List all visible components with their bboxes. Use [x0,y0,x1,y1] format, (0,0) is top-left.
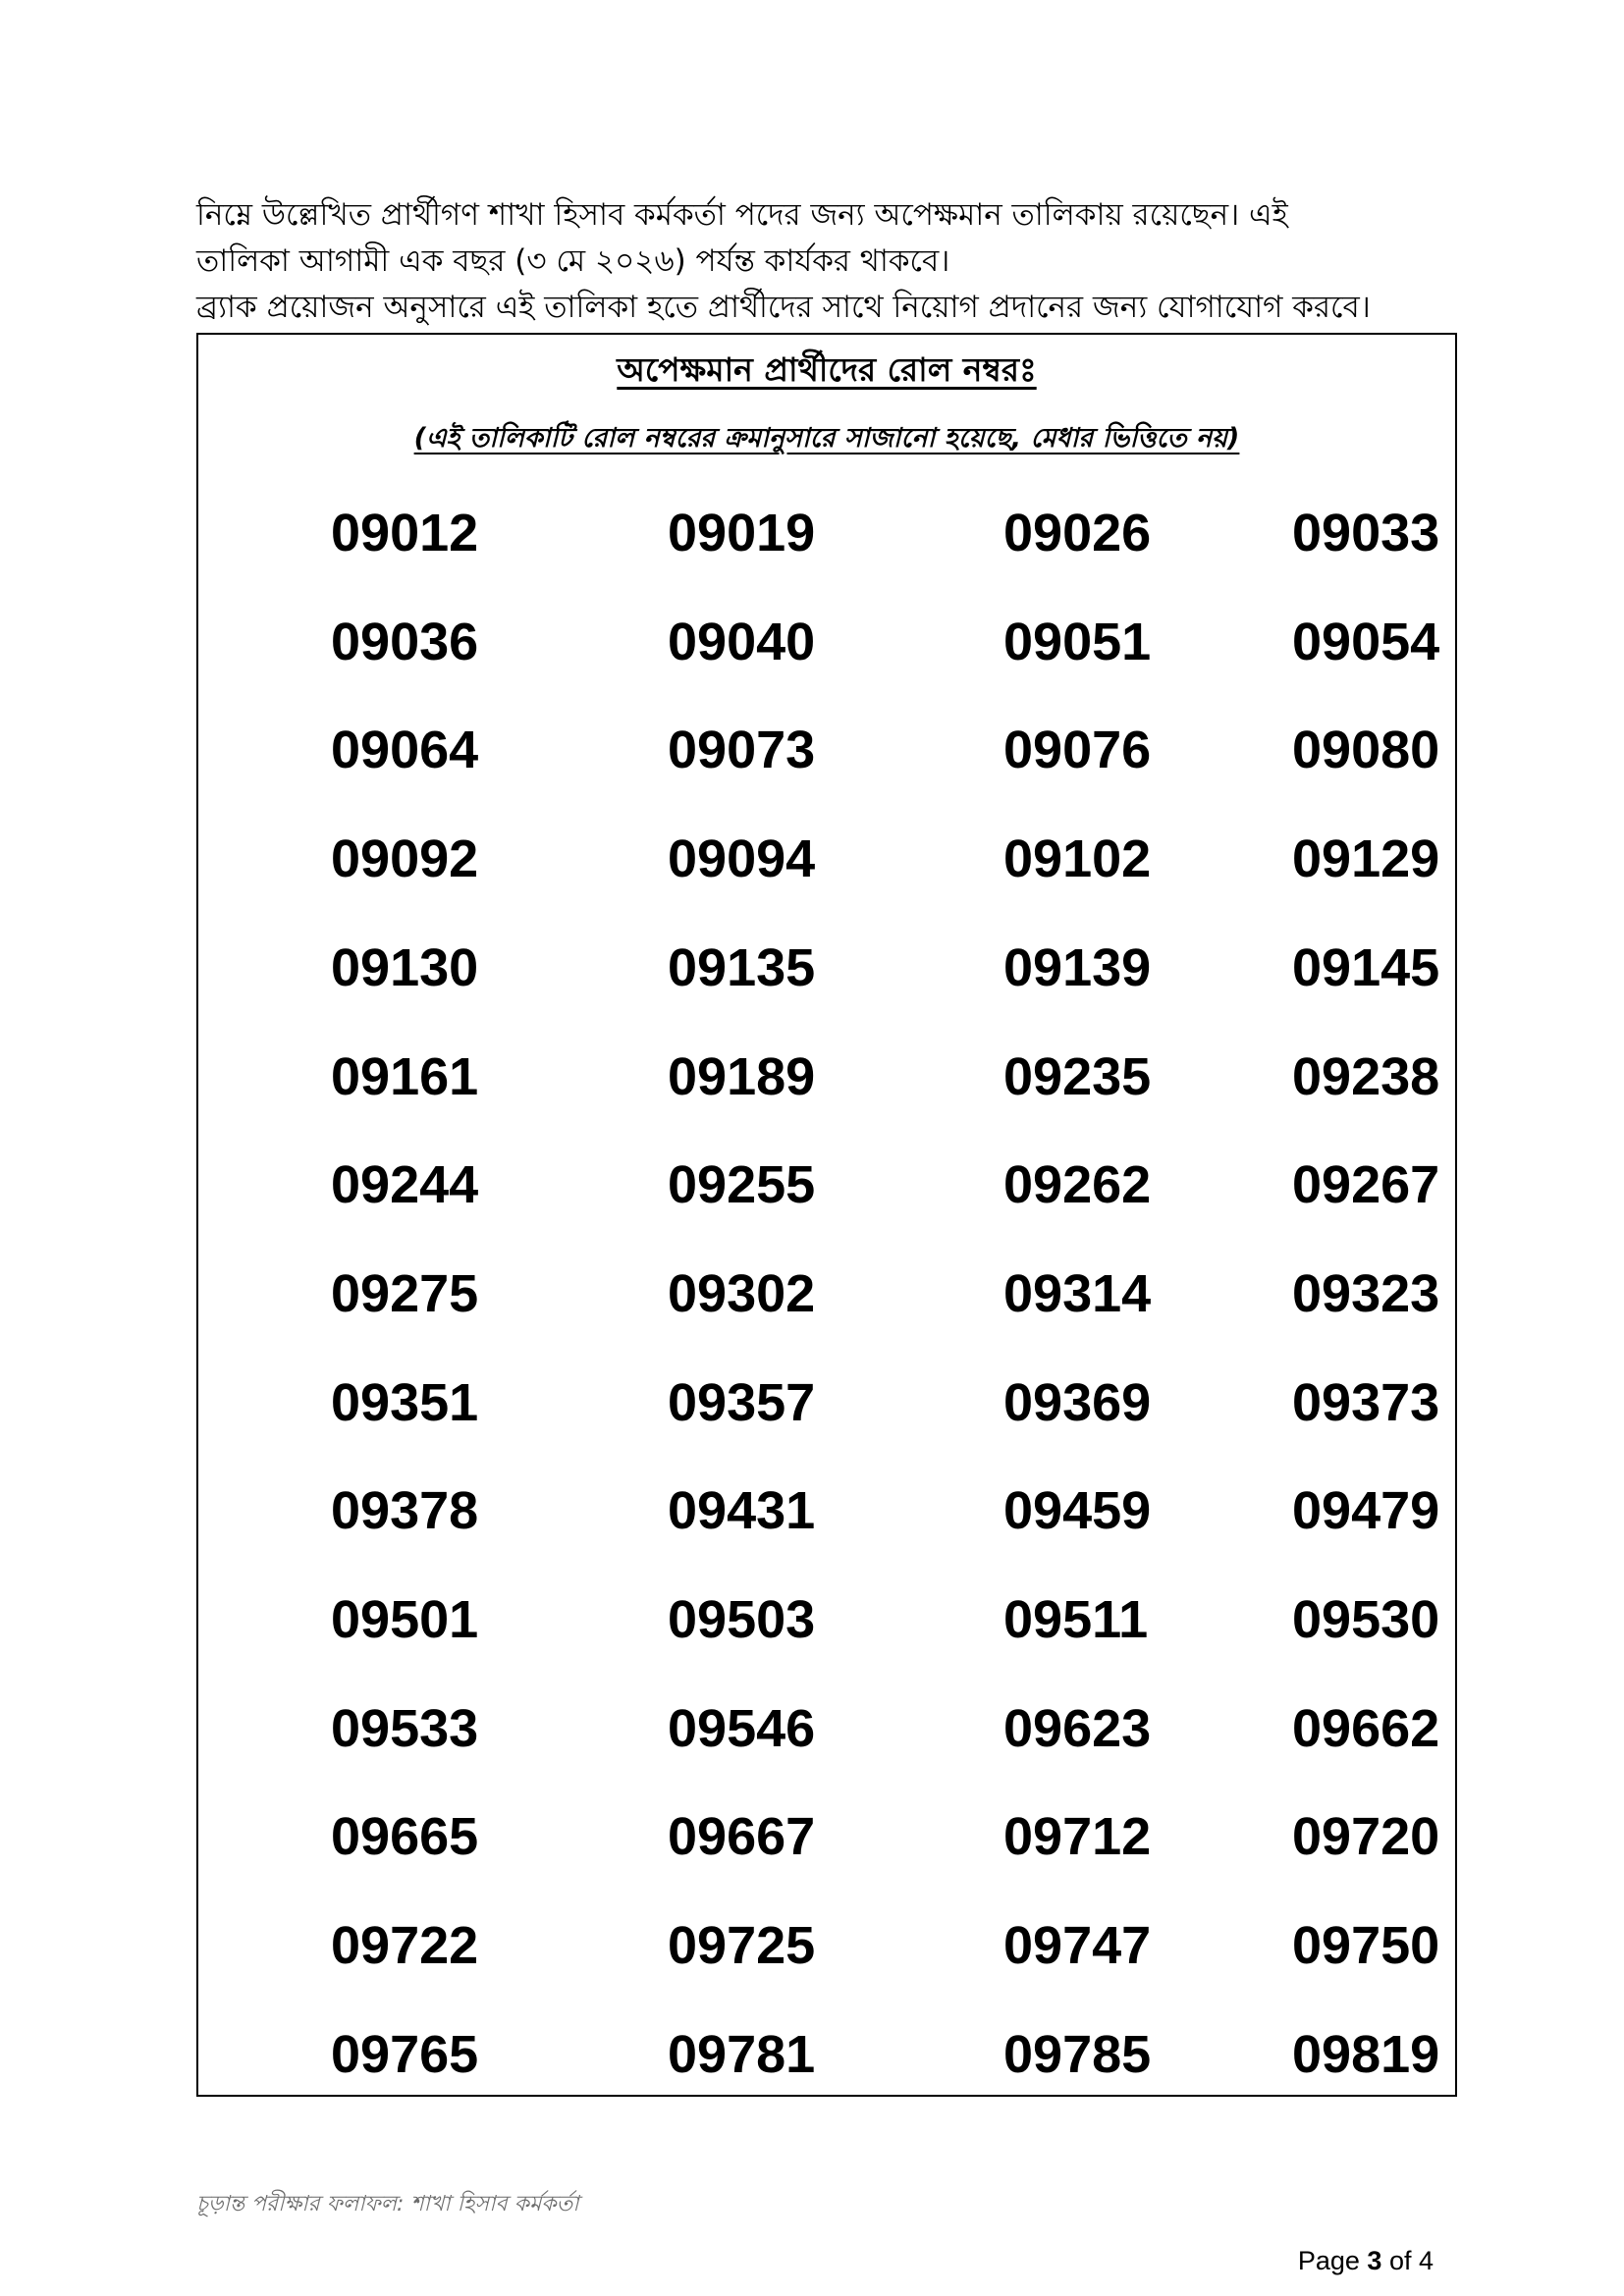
roll-number: 09235 [1003,1047,1152,1106]
roll-number: 09314 [1003,1264,1152,1323]
roll-number: 09076 [1003,721,1152,779]
waitlist-box [196,333,1457,2097]
page-number [1298,2246,1434,2276]
waitlist-note-text: (এই তালিকাটি রোল নম্বরের ক্রমানুসারে সাজানো হয়েছে, মেধার ভিত্তিতে নয়) [413,423,1240,454]
roll-number: 09019 [668,504,816,562]
roll-number: 09373 [1292,1373,1440,1432]
roll-number: 09720 [1292,1807,1440,1866]
roll-number: 09369 [1003,1373,1152,1432]
roll-number: 09073 [668,721,816,779]
roll-number: 09781 [668,2025,816,2084]
page-separator: of [1381,2246,1419,2275]
intro-line-2: তালিকা আগামী এক বছর (৩ মে ২০২৬) পর্যন্ত কার্যকর থাকবে। [196,243,950,279]
roll-number: 09130 [331,938,479,997]
roll-number: 09012 [331,504,479,562]
roll-number: 09533 [331,1699,479,1758]
roll-number: 09323 [1292,1264,1440,1323]
roll-number: 09036 [331,613,479,671]
roll-number: 09161 [331,1047,479,1106]
roll-number-grid [198,335,1455,2095]
roll-number: 09459 [1003,1481,1152,1540]
roll-number: 09747 [1003,1916,1152,1975]
roll-number: 09750 [1292,1916,1440,1975]
roll-number: 09275 [331,1264,479,1323]
intro-line-1: নিম্নে উল্লেখিত প্রার্থীগণ শাখা হিসাব কর্মকর্তা পদের জন্য অপেক্ষমান তালিকায় রয়েছেন। এই [196,197,1288,233]
roll-number: 09092 [331,829,479,888]
waitlist-heading-text: অপেক্ষমান প্রার্থীদের রোল নম্বরঃ [617,350,1037,389]
roll-number: 09129 [1292,829,1440,888]
page-total: 4 [1418,2246,1434,2275]
roll-number: 09819 [1292,2025,1440,2084]
roll-number: 09139 [1003,938,1152,997]
roll-number: 09357 [668,1373,816,1432]
roll-number: 09511 [1003,1590,1149,1649]
roll-number: 09662 [1292,1699,1440,1758]
intro-paragraph [196,192,1439,331]
roll-number: 09503 [668,1590,816,1649]
roll-number: 09255 [668,1155,816,1214]
roll-number: 09351 [331,1373,479,1432]
roll-number: 09094 [668,829,816,888]
roll-number: 09051 [1003,613,1152,671]
roll-number: 09033 [1292,504,1440,562]
intro-line-3: ব্র্যাক প্রয়োজন অনুসারে এই তালিকা হতে প্রার্থীদের সাথে নিয়োগ প্রদানের জন্য যোগাযোগ করবে। [196,290,1371,325]
roll-number: 09135 [668,938,816,997]
roll-number: 09765 [331,2025,479,2084]
roll-number: 09501 [331,1590,479,1649]
roll-number: 09262 [1003,1155,1152,1214]
roll-number: 09725 [668,1916,816,1975]
roll-number: 09064 [331,721,479,779]
roll-number: 09026 [1003,504,1152,562]
roll-number: 09080 [1292,721,1440,779]
roll-number: 09530 [1292,1590,1440,1649]
page-prefix: Page [1297,2246,1368,2275]
roll-number: 09238 [1292,1047,1440,1106]
roll-number: 09302 [668,1264,816,1323]
roll-number: 09189 [668,1047,816,1106]
roll-number: 09102 [1003,829,1152,888]
roll-number: 09479 [1292,1481,1440,1540]
roll-number: 09244 [331,1155,479,1214]
roll-number: 09722 [331,1916,479,1975]
roll-number: 09145 [1292,938,1440,997]
roll-number: 09665 [331,1807,479,1866]
roll-number: 09040 [668,613,816,671]
roll-number: 09785 [1003,2025,1152,2084]
roll-number: 09712 [1003,1807,1152,1866]
page-current: 3 [1367,2246,1382,2275]
roll-number: 09378 [331,1481,479,1540]
roll-number: 09054 [1292,613,1440,671]
roll-number: 09267 [1292,1155,1440,1214]
roll-number: 09431 [668,1481,816,1540]
footer-note: চূড়ান্ত পরীক্ষার ফলাফল: শাখা হিসাব কর্মকর্তা [196,2192,579,2216]
roll-number: 09623 [1003,1699,1152,1758]
roll-number: 09546 [668,1699,816,1758]
roll-number: 09667 [668,1807,816,1866]
